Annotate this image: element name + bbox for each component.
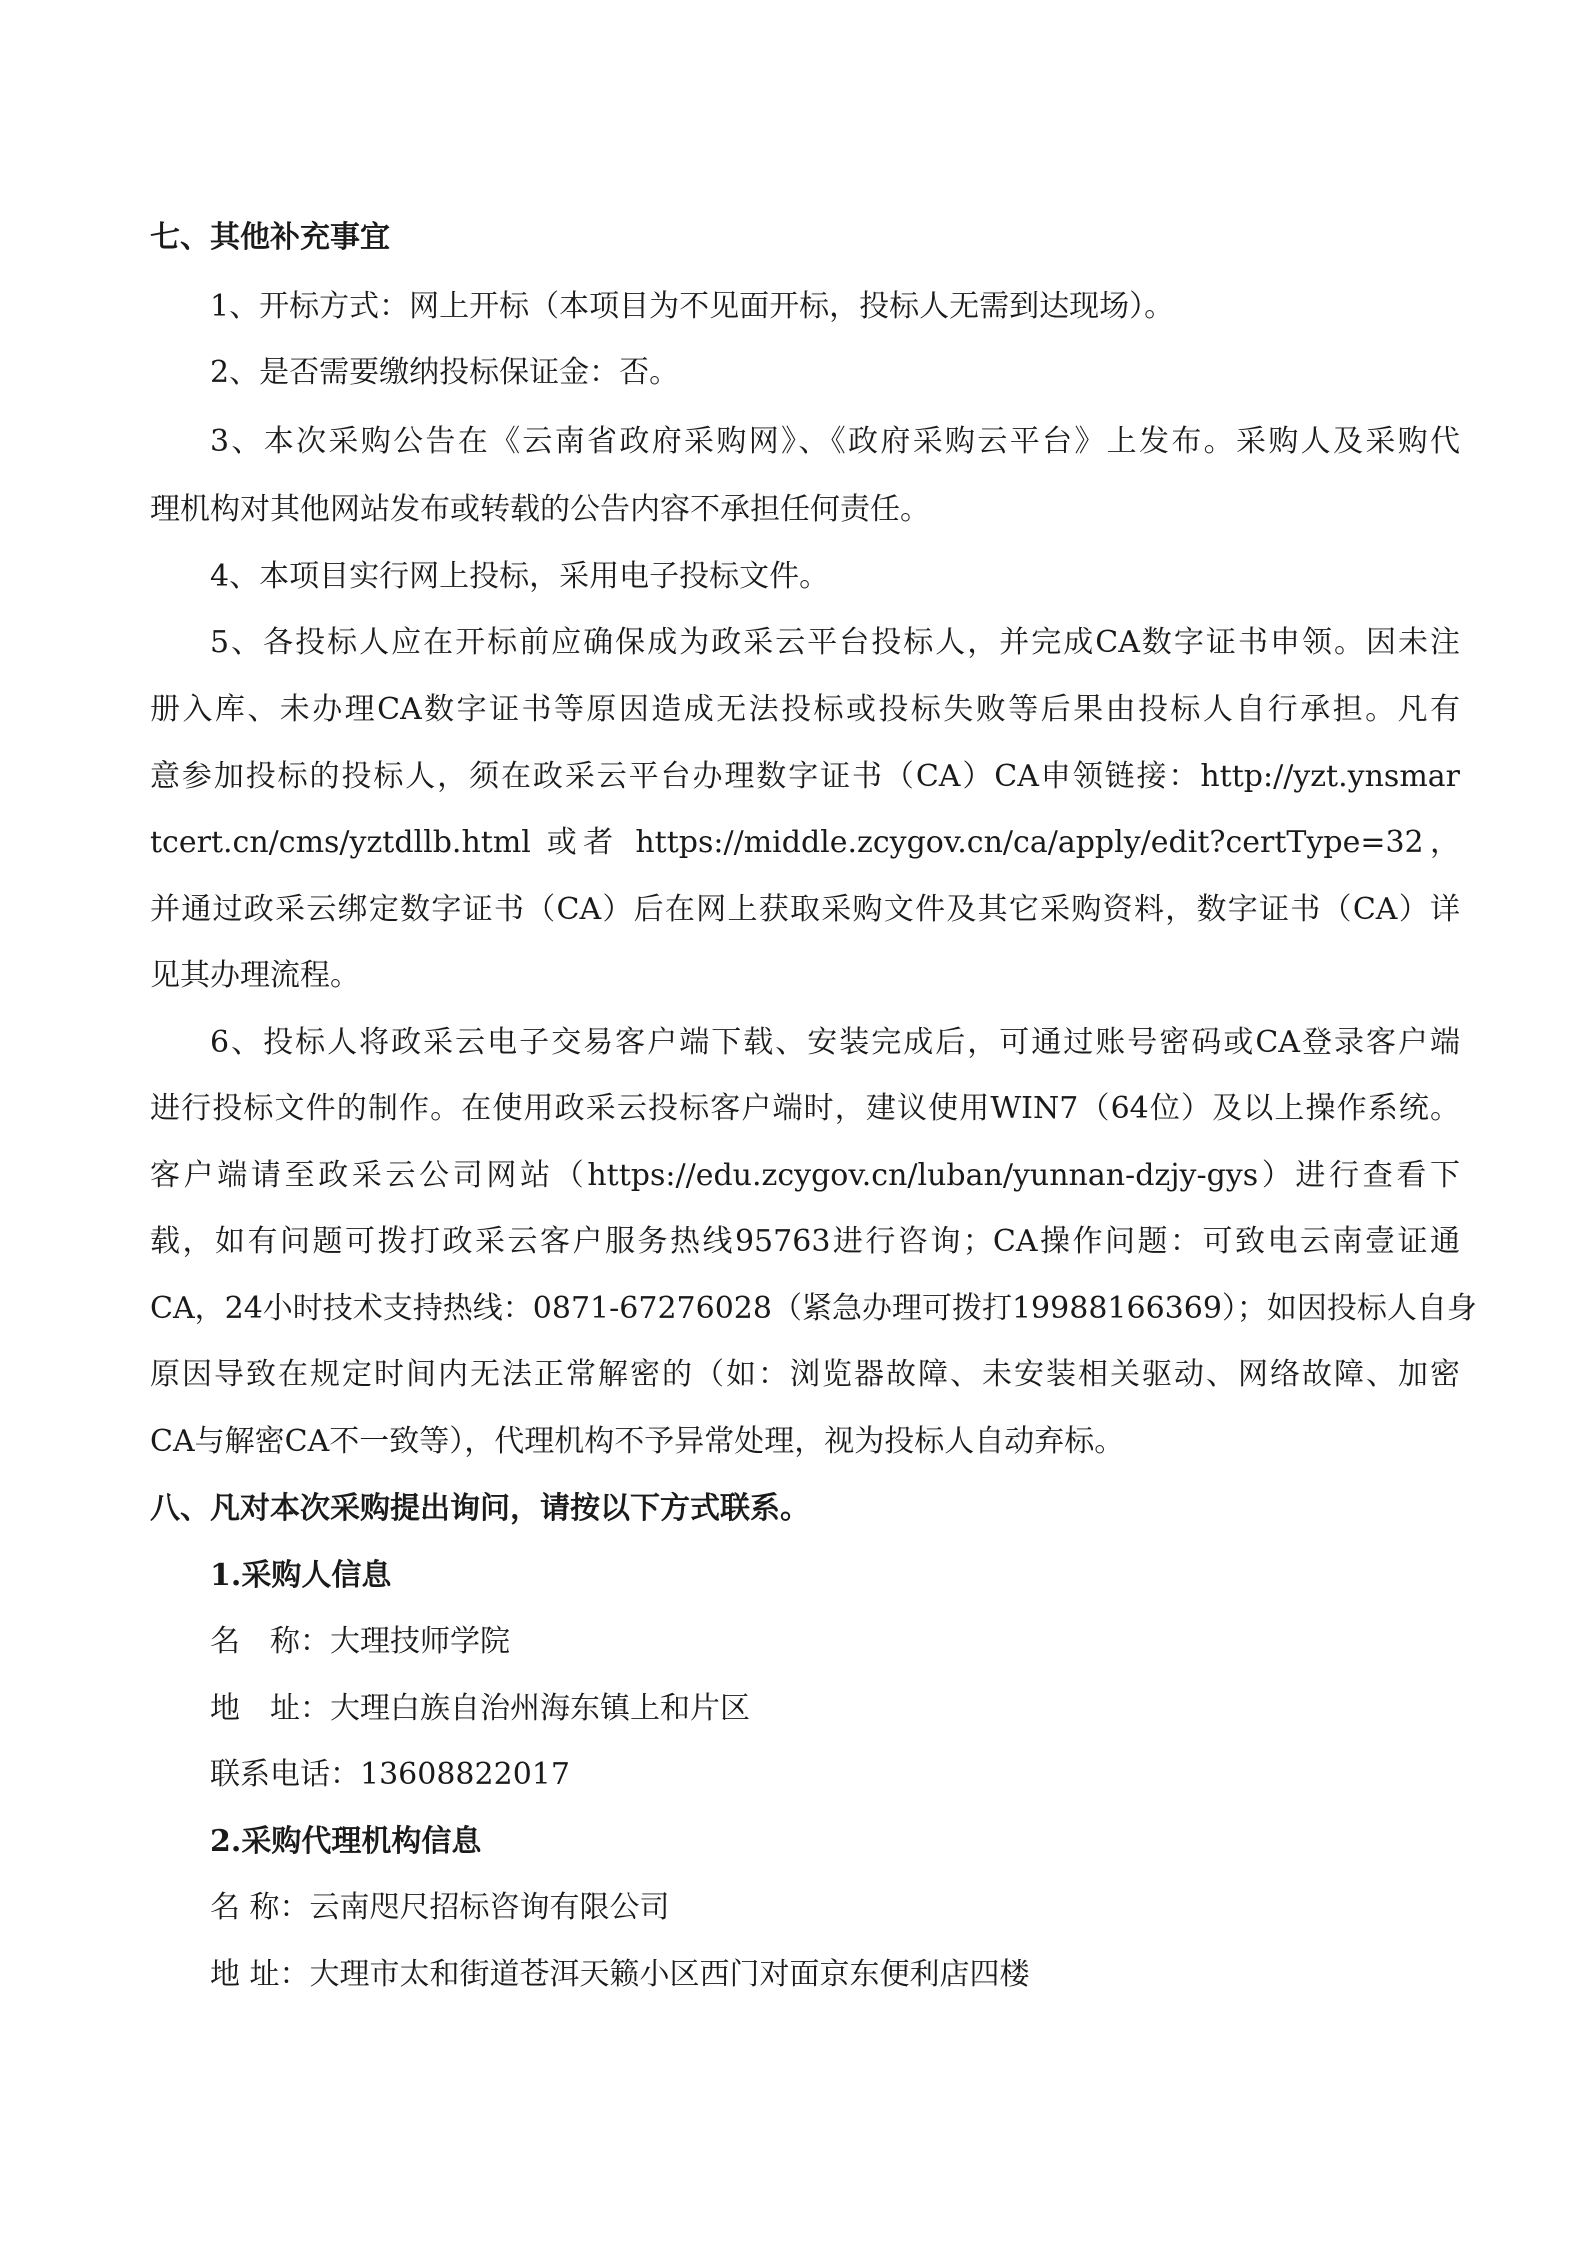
item-6-line-7: CA与解密CA不一致等），代理机构不予异常处理，视为投标人自动弃标。 [150,1424,1125,1459]
item-6-line-2: 进行投标文件的制作。在使用政采云投标客户端时，建议使用WIN7（64位）及以上操作系统。 [150,1091,1460,1126]
purchaser-phone: 联系电话：13608822017 [210,1757,570,1792]
section-7-heading: 七、其他补充事宜 [150,220,390,255]
item-5-line-6: 见其办理流程。 [150,958,360,993]
item-6-line-4: 载，如有问题可拨打政采云客户服务热线95763进行咨询；CA操作问题：可致电云南壹证通 [150,1224,1460,1259]
purchaser-name: 名 称：大理技师学院 [210,1624,510,1659]
item-6-line-5: CA，24小时技术支持热线：0871-67276028（紧急办理可拨打19988166369）；如因投标人自身 [150,1291,1477,1326]
item-5-line-2: 册入库、未办理CA数字证书等原因造成无法投标或投标失败等后果由投标人自行承担。凡有 [150,692,1460,727]
purchaser-title: 1.采购人信息 [210,1558,392,1593]
agency-address: 地 址：大理市太和街道苍洱天籁小区西门对面京东便利店四楼 [210,1957,1030,1992]
item-5-line-1: 5、各投标人应在开标前应确保成为政采云平台投标人，并完成CA数字证书申领。因未注 [210,625,1460,660]
item-5-line-4: tcert.cn/cms/yztdllb.html 或者 https://middle.zcygov.cn/ca/apply/edit?certType=32， [150,825,1460,860]
item-5-line-3: 意参加投标的投标人，须在政采云平台办理数字证书（CA）CA申领链接：http://yzt.ynsmar [150,759,1460,794]
item-4: 4、本项目实行网上投标，采用电子投标文件。 [210,559,830,594]
item-1: 1、开标方式：网上开标（本项目为不见面开标，投标人无需到达现场）。 [210,289,1175,324]
item-3-line-1: 3、本次采购公告在《云南省政府采购网》、《政府采购云平台》上发布。采购人及采购代 [210,424,1460,459]
agency-name: 名 称：云南咫尺招标咨询有限公司 [210,1890,670,1925]
item-2: 2、是否需要缴纳投标保证金：否。 [210,355,680,390]
agency-title: 2.采购代理机构信息 [210,1824,482,1859]
item-5-line-5: 并通过政采云绑定数字证书（CA）后在网上获取采购文件及其它采购资料，数字证书（CA）详 [150,892,1460,927]
item-6-line-6: 原因导致在规定时间内无法正常解密的（如：浏览器故障、未安装相关驱动、网络故障、加密 [150,1357,1460,1392]
section-8-heading: 八、凡对本次采购提出询问，请按以下方式联系。 [150,1491,810,1526]
item-3-line-2: 理机构对其他网站发布或转载的公告内容不承担任何责任。 [150,492,930,527]
item-6-line-3: 客户端请至政采云公司网站（https://edu.zcygov.cn/luban/yunnan-dzjy-gys）进行查看下 [150,1158,1460,1193]
item-6-line-1: 6、投标人将政采云电子交易客户端下载、安装完成后，可通过账号密码或CA登录客户端 [210,1025,1460,1060]
purchaser-address: 地 址：大理白族自治州海东镇上和片区 [210,1691,750,1726]
